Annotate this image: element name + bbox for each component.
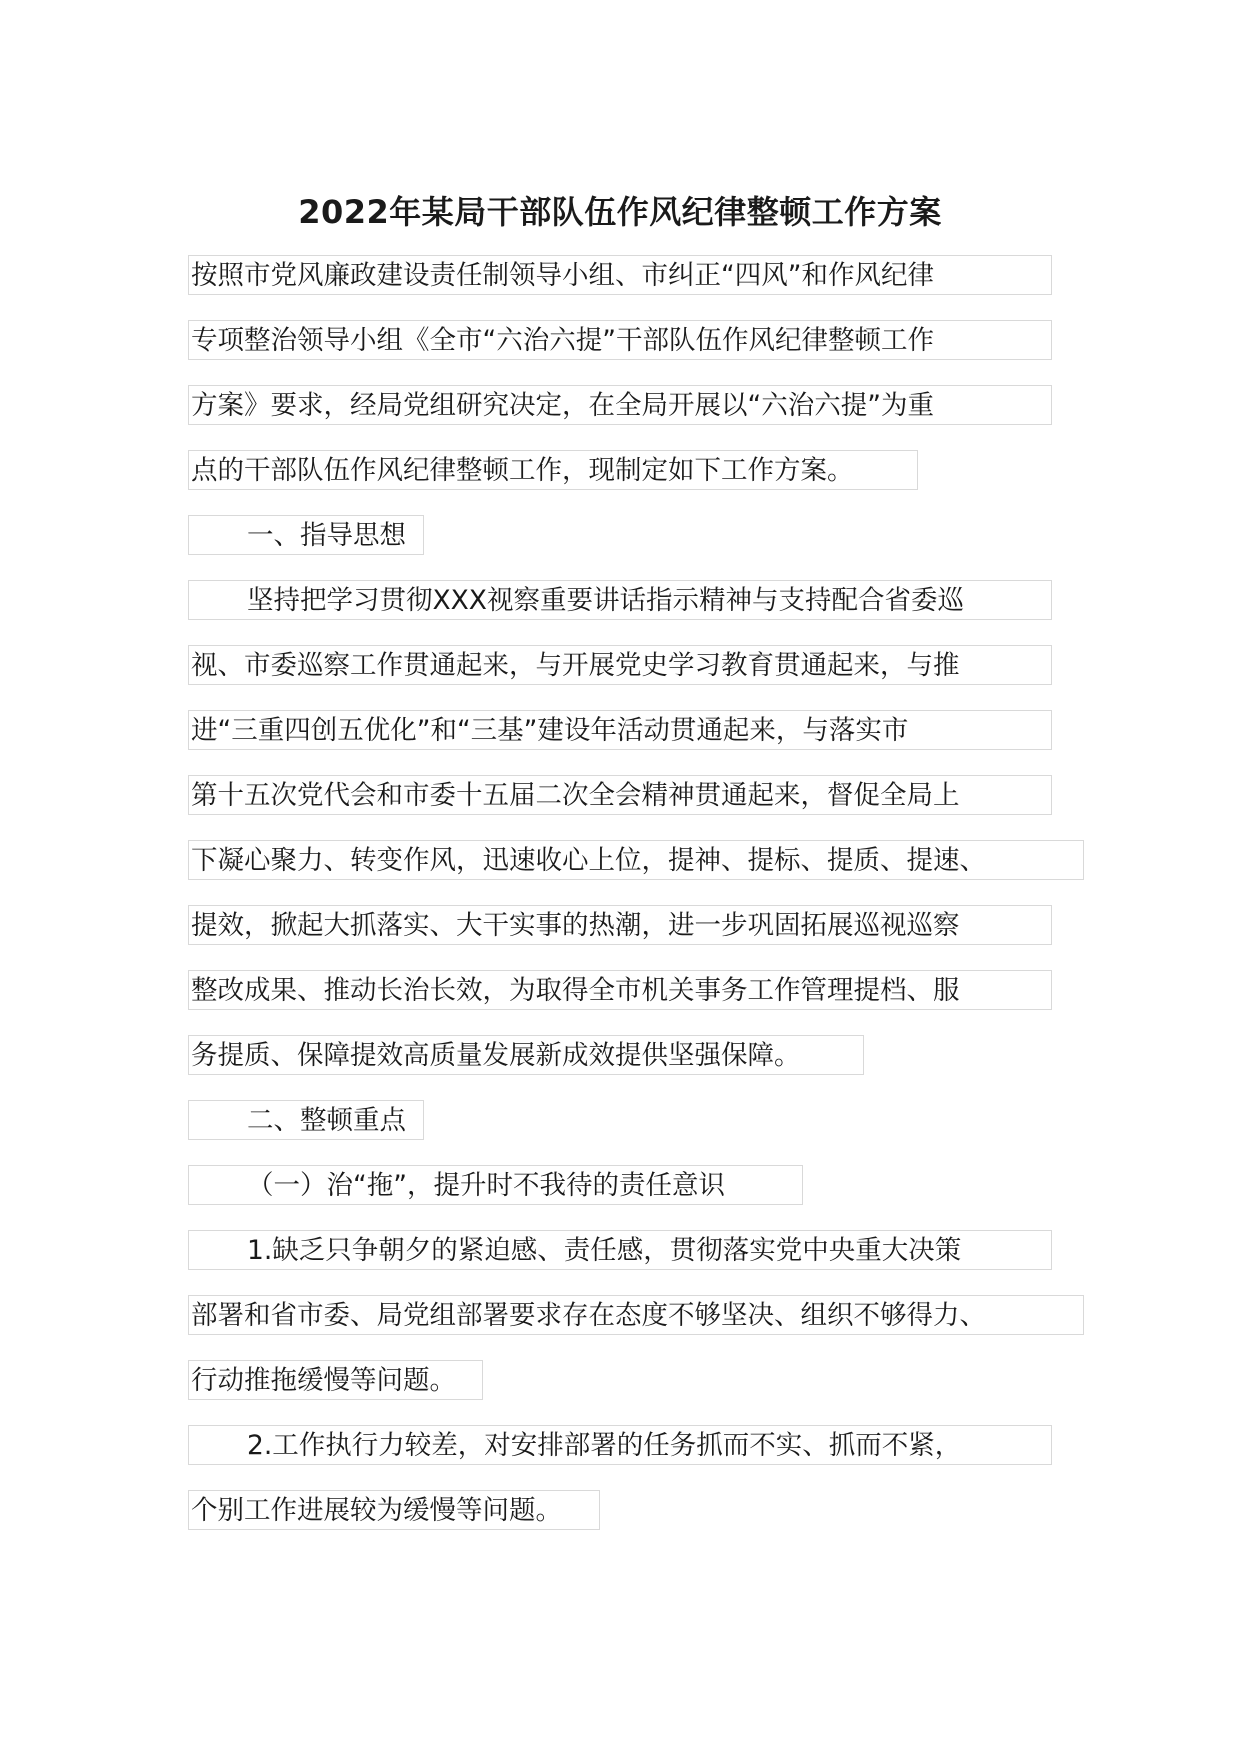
- paragraph-line: 1.缺乏只争朝夕的紧迫感、责任感，贯彻落实党中央重大决策: [188, 1230, 1052, 1270]
- paragraph-line: 2.工作执行力较差，对安排部署的任务抓而不实、抓而不紧，: [188, 1425, 1052, 1465]
- section-heading-1: 一、指导思想: [188, 515, 424, 555]
- document-title: 2022年某局干部队伍作风纪律整顿工作方案: [298, 193, 942, 231]
- paragraph-line: 第十五次党代会和市委十五届二次全会精神贯通起来，督促全局上: [188, 775, 1052, 815]
- paragraph-line: 下凝心聚力、转变作风，迅速收心上位，提神、提标、提质、提速、: [188, 840, 1084, 880]
- paragraph-line: 个别工作进展较为缓慢等问题。: [188, 1490, 600, 1530]
- paragraph-line: 坚持把学习贯彻XXX视察重要讲话指示精神与支持配合省委巡: [188, 580, 1052, 620]
- sub-heading-1: （一）治“拖”，提升时不我待的责任意识: [188, 1165, 803, 1205]
- paragraph-line: 务提质、保障提效高质量发展新成效提供坚强保障。: [188, 1035, 864, 1075]
- paragraph-line: 按照市党风廉政建设责任制领导小组、市纠正“四风”和作风纪律: [188, 255, 1052, 295]
- paragraph-line: 部署和省市委、局党组部署要求存在态度不够坚决、组织不够得力、: [188, 1295, 1084, 1335]
- paragraph-line: 整改成果、推动长治长效，为取得全市机关事务工作管理提档、服: [188, 970, 1052, 1010]
- paragraph-line: 视、市委巡察工作贯通起来，与开展党史学习教育贯通起来，与推: [188, 645, 1052, 685]
- paragraph-line: 方案》要求，经局党组研究决定，在全局开展以“六治六提”为重: [188, 385, 1052, 425]
- section-heading-2: 二、整顿重点: [188, 1100, 424, 1140]
- paragraph-line: 进“三重四创五优化”和“三基”建设年活动贯通起来，与落实市: [188, 710, 1052, 750]
- paragraph-line: 专项整治领导小组《全市“六治六提”干部队伍作风纪律整顿工作: [188, 320, 1052, 360]
- paragraph-line: 行动推拖缓慢等问题。: [188, 1360, 483, 1400]
- paragraph-line: 点的干部队伍作风纪律整顿工作，现制定如下工作方案。: [188, 450, 918, 490]
- paragraph-line: 提效，掀起大抓落实、大干实事的热潮，进一步巩固拓展巡视巡察: [188, 905, 1052, 945]
